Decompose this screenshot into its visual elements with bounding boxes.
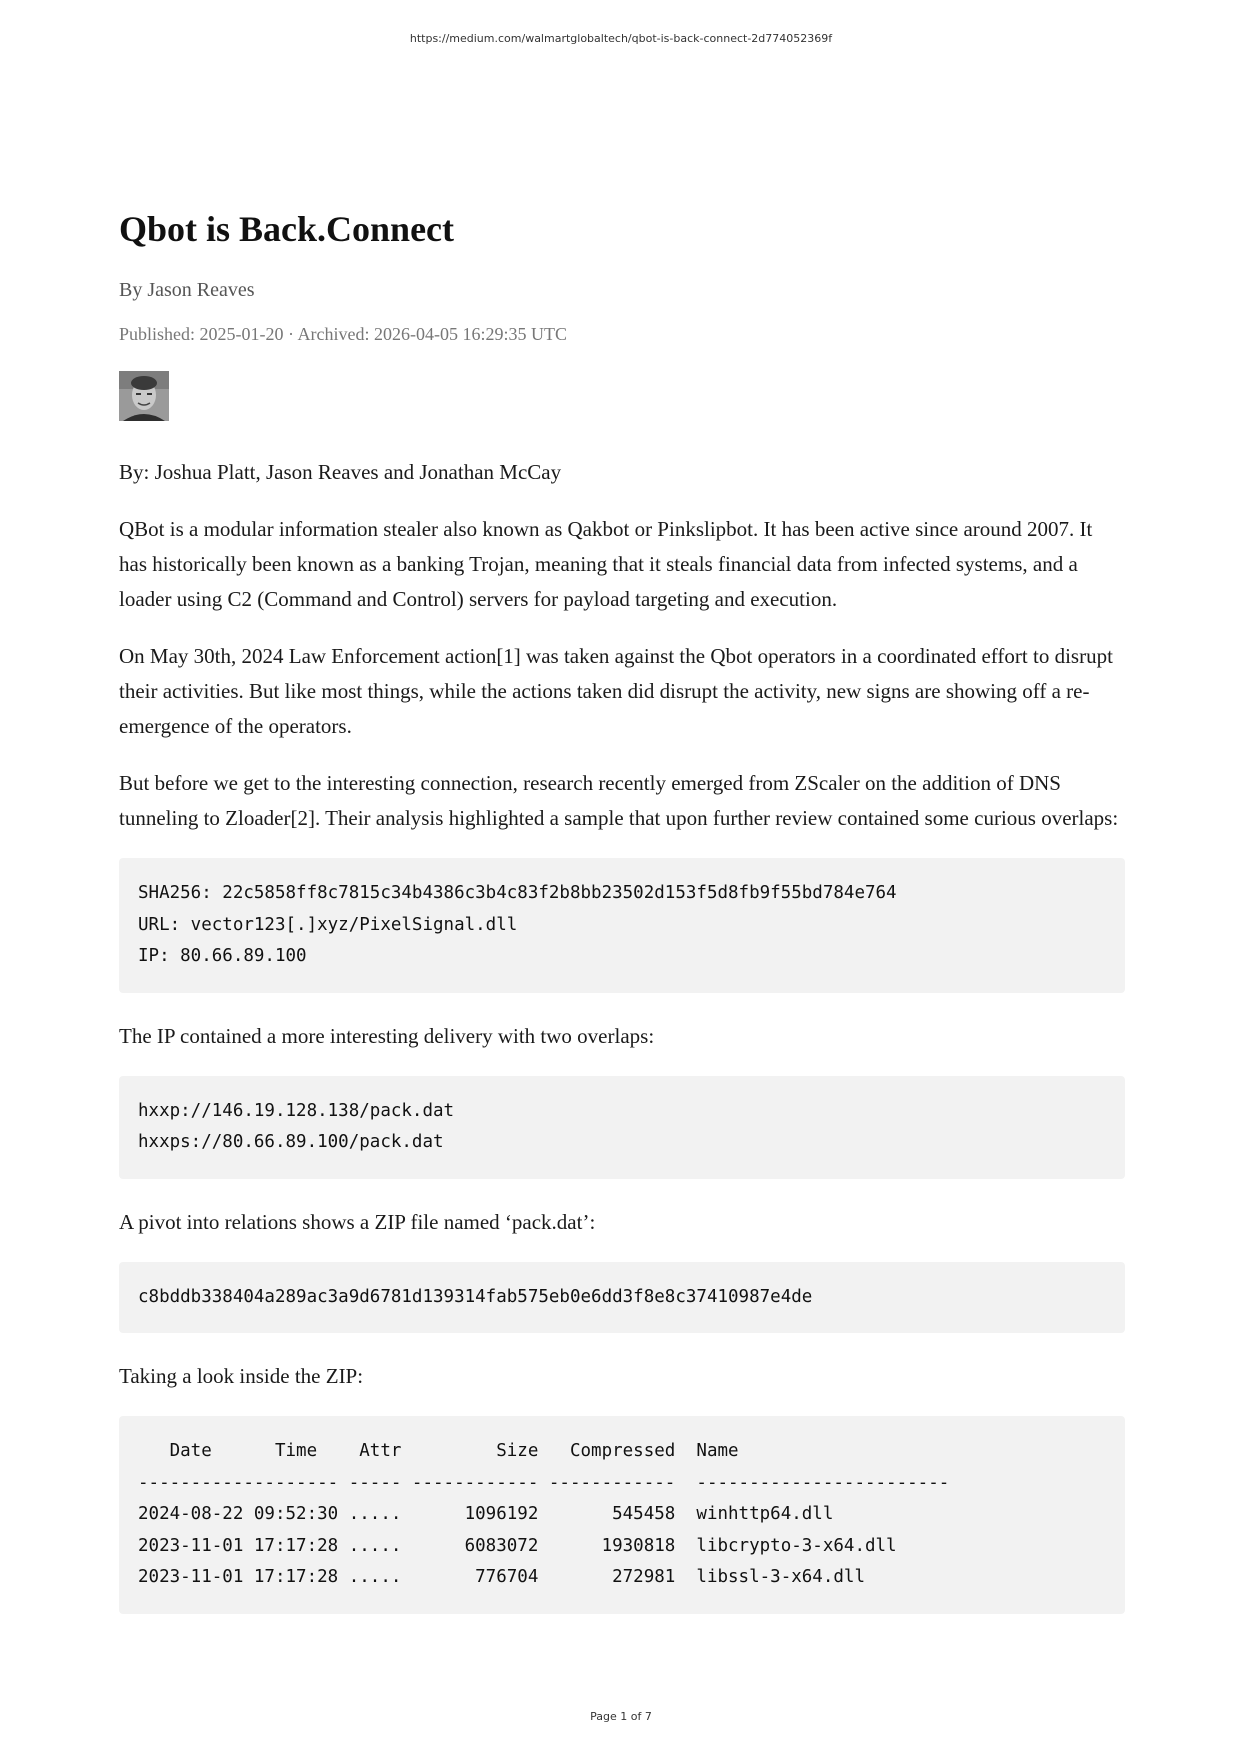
- code-line: ------------------- ----- ------------ ------------ ------------------------: [138, 1472, 950, 1493]
- article-title: Qbot is Back.Connect: [119, 209, 455, 249]
- article: [119, 208, 1125, 1640]
- code-line: c8bddb338404a289ac3a9d6781d139314fab575eb0e6dd3f8e8c37410987e4de: [138, 1286, 813, 1307]
- code-block-sample: [119, 858, 1125, 993]
- author-avatar: [119, 371, 169, 421]
- code-line: hxxp://146.19.128.138/pack.dat: [138, 1100, 455, 1121]
- code-line: 2023-11-01 17:17:28 ..... 776704 272981 libssl-3-x64.dll: [138, 1567, 865, 1588]
- code-line: SHA256: 22c5858ff8c7815c34b4386c3b4c83f2b8bb23502d153f5d8fb9f55bd784e764: [138, 883, 897, 904]
- paragraph-zip: Taking a look inside the ZIP:: [119, 1364, 364, 1389]
- paragraph-zscaler: But before we get to the interesting connection, research recently emerged from ZScaler on the addition of DNS tunneling to Zloader[2]. Their analysis highlighted a sample that upon further review contained some curious overlaps:: [119, 771, 1119, 831]
- code-block-zip-listing: [119, 1416, 1125, 1614]
- page-url: https://medium.com/walmartglobaltech/qbot-is-back-connect-2d774052369f: [409, 32, 833, 45]
- code-block-hash: [119, 1262, 1125, 1334]
- page-number: Page 1 of 7: [590, 1710, 652, 1723]
- paragraph-law-enforcement: On May 30th, 2024 Law Enforcement action[1] was taken against the Qbot operators in a coordinated effort to disrupt their activities. But like most things, while the actions taken did disrupt the activity, new signs are showing off a re-emergence of the operators.: [119, 644, 1113, 739]
- code-line: 2024-08-22 09:52:30 ..... 1096192 545458 winhttp64.dll: [138, 1504, 834, 1525]
- article-meta: Published: 2025-01-20 · Archived: 2026-04-05 16:29:35 UTC: [119, 324, 567, 345]
- code-line: Date Time Attr Size Compressed Name: [138, 1441, 739, 1462]
- code-line: URL: vector123[.]xyz/PixelSignal.dll: [138, 914, 518, 935]
- paragraph-intro: QBot is a modular information stealer also known as Qakbot or Pinkslipbot. It has been active since around 2007. It has historically been known as a banking Trojan, meaning that it steals financial data from infected systems, and a loader using C2 (Command and Control) servers for payload targeting and execution.: [119, 517, 1093, 612]
- authors-line: By: Joshua Platt, Jason Reaves and Jonathan McCay: [119, 460, 562, 485]
- article-byline: By Jason Reaves: [119, 279, 255, 302]
- code-block-urls: [119, 1076, 1125, 1179]
- paragraph-pivot: A pivot into relations shows a ZIP file named ‘pack.dat’:: [119, 1209, 596, 1234]
- code-line: hxxps://80.66.89.100/pack.dat: [138, 1132, 444, 1153]
- code-line: IP: 80.66.89.100: [138, 946, 307, 967]
- paragraph-ip-delivery: The IP contained a more interesting delivery with two overlaps:: [119, 1023, 655, 1048]
- code-line: 2023-11-01 17:17:28 ..... 6083072 1930818 libcrypto-3-x64.dll: [138, 1535, 897, 1556]
